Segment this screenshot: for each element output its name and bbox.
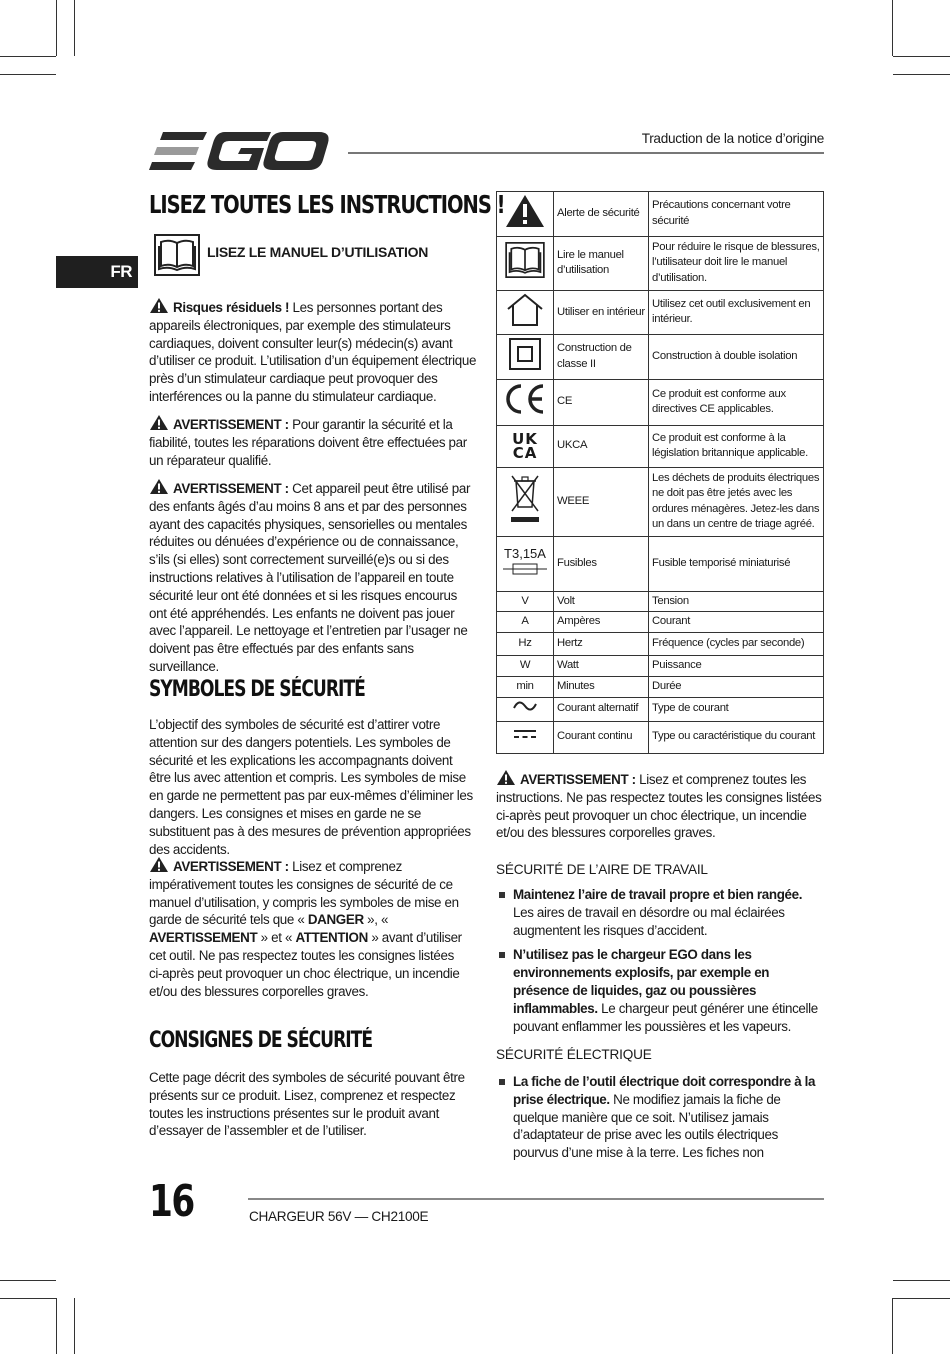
- warning-triangle-icon: [496, 769, 516, 786]
- work-area-list: [496, 886, 824, 1042]
- table-row: [497, 655, 824, 676]
- list-item: [496, 886, 824, 939]
- table-row: [497, 290, 824, 335]
- table-row: [497, 721, 824, 753]
- warning-triangle-icon: [149, 297, 169, 314]
- symbol-name: UKCA: [554, 425, 649, 467]
- unit-symbol: W: [497, 655, 554, 676]
- electrical-safety-heading: SÉCURITÉ ÉLECTRIQUE: [496, 1047, 652, 1062]
- warning-text-c: » et «: [260, 930, 293, 946]
- unit-symbol: Hz: [497, 632, 554, 655]
- crop-mark: [893, 1298, 950, 1299]
- warning-children-paragraph: [149, 478, 477, 676]
- danger-keyword: DANGER: [307, 912, 364, 928]
- crop-mark: [56, 1298, 57, 1354]
- symbol-description: Courant: [649, 612, 824, 633]
- warning-right-paragraph: [496, 769, 826, 842]
- crop-mark: [0, 1298, 56, 1299]
- crop-mark: [0, 56, 56, 57]
- fuse-rating: T3,15A: [504, 546, 546, 561]
- symbol-description: Type ou caractéristique du courant: [649, 721, 824, 753]
- work-area-heading: SÉCURITÉ DE L’AIRE DE TRAVAIL: [496, 862, 708, 877]
- crop-mark: [0, 1280, 56, 1281]
- table-row: [497, 379, 824, 425]
- crop-mark: [893, 1280, 950, 1281]
- read-manual-icon: [497, 236, 554, 290]
- symbol-description: Les déchets de produits électriques ne doit pas être jetés avec les ordures ménagères. Jetez-les dans un dans un centre de triage agréé.: [649, 467, 824, 536]
- unit-symbol: min: [497, 676, 554, 697]
- crop-mark: [56, 0, 57, 56]
- warning-triangle-icon: [497, 192, 554, 237]
- symbol-description: Durée: [649, 676, 824, 697]
- symbol-description: Fréquence (cycles par seconde): [649, 632, 824, 655]
- table-row: [497, 335, 824, 380]
- table-row: [497, 612, 824, 633]
- symbol-name: Utiliser en intérieur: [554, 290, 649, 335]
- safety-symbols-table: [496, 191, 824, 754]
- attention-keyword: ATTENTION: [295, 930, 368, 946]
- symbol-description: Tension: [649, 591, 824, 612]
- residual-risk-paragraph: [149, 297, 477, 406]
- warning-label: AVERTISSEMENT :: [173, 859, 289, 874]
- bullet-text: Le chargeur peut générer une étincelle pouvant enflammer les poussières et les vapeurs.: [513, 1000, 818, 1034]
- ukca-mark-icon: UK CA: [497, 425, 554, 467]
- crop-mark: [893, 56, 950, 57]
- table-row: [497, 697, 824, 721]
- crop-mark: [74, 0, 75, 56]
- avertissement-keyword: AVERTISSEMENT: [149, 930, 258, 946]
- bullet-bold: N’utilisez pas le chargeur EGO dans les environnements explosifs, par exemple en présence de liquides, gaz ou poussières inflammables.: [513, 947, 770, 1016]
- translation-note: Traduction de la notice d’origine: [641, 131, 824, 146]
- symbol-name: Construction de classe II: [554, 335, 649, 380]
- symbol-description: Ce produit est conforme aux directives CE applicables.: [649, 379, 824, 425]
- symbol-name: Fusibles: [554, 536, 649, 591]
- warning-repairs-text: Pour garantir la sécurité et la fiabilité, toutes les réparations doivent être effectuées par un réparateur qualifié.: [149, 417, 467, 468]
- warning-text-a: Lisez et comprenez impérativement toutes les consignes de sécurité de ce manuel d’utilisation, y compris les symboles de mise en garde de sécurité tels que «: [149, 859, 459, 928]
- table-row: [497, 632, 824, 655]
- warning-read-all-paragraph: [149, 856, 467, 1000]
- fuse-icon: [497, 536, 554, 591]
- table-row: [497, 536, 824, 591]
- unit-symbol: A: [497, 612, 554, 633]
- symbol-description: Précautions concernant votre sécurité: [649, 192, 824, 237]
- warning-triangle-icon: [149, 414, 169, 431]
- symbol-description: Puissance: [649, 655, 824, 676]
- symbol-name: Courant continu: [554, 721, 649, 753]
- table-row: [497, 676, 824, 697]
- symbol-name: CE: [554, 379, 649, 425]
- symbol-name: Watt: [554, 655, 649, 676]
- warning-text-b: », «: [367, 912, 389, 928]
- heading-safety-symbols: SYMBOLES DE SÉCURITÉ: [149, 677, 365, 702]
- bullet-bold: Maintenez l’aire de travail propre et bien rangée.: [513, 887, 803, 902]
- class-ii-icon: [497, 335, 554, 380]
- ce-mark-icon: [497, 379, 554, 425]
- warning-triangle-icon: [149, 856, 169, 873]
- heading-safety-instructions: CONSIGNES DE SÉCURITÉ: [149, 1028, 373, 1053]
- ego-logo: [149, 130, 331, 172]
- product-name: CHARGEUR 56V — CH2100E: [249, 1209, 429, 1224]
- crop-mark: [74, 1298, 75, 1354]
- read-manual-label: LISEZ LE MANUEL D’UTILISATION: [207, 244, 429, 260]
- page-number: 16: [149, 1176, 194, 1227]
- consignes-intro-text: Cette page décrit des symboles de sécurité pouvant être présents sur ce produit. Lisez, comprenez et respectez toutes les instructions présentes sur le produit avant d’essayer de l’assembler et de l’utiliser.: [149, 1070, 465, 1139]
- table-row: [497, 591, 824, 612]
- symbol-name: Ampères: [554, 612, 649, 633]
- warning-triangle-icon: [149, 478, 169, 495]
- heading-read-instructions: LISEZ TOUTES LES INSTRUCTIONS !: [149, 190, 505, 219]
- symbol-name: Volt: [554, 591, 649, 612]
- symbol-name: Alerte de sécurité: [554, 192, 649, 237]
- unit-symbol: V: [497, 591, 554, 612]
- direct-current-icon: [497, 721, 554, 753]
- warning-children-text: Cet appareil peut être utilisé par des enfants âgés d’au moins 8 ans et par des personnes ayant des capacités physiques, sensorielles ou mentales réduites ou dénuées d’expérience ou de connaissance, s’ils (si elles) sont correctement surveillé(e)s ou si des instructions relatives à l’utilisation de l’appareil en toute sécurité leur ont été données et si les risques encourus ont été appréhendés. Les enfants ne doivent pas jouer avec l’appareil. Le nettoyage et l’entretien par l’usager ne doivent pas être effectués par des enfants sans surveillance.: [149, 481, 471, 674]
- list-item: [496, 1073, 824, 1162]
- warning-label: AVERTISSEMENT :: [173, 481, 289, 496]
- electrical-safety-list: [496, 1073, 824, 1169]
- crop-mark: [893, 74, 950, 75]
- weee-bin-icon: [497, 467, 554, 536]
- warning-right-text: Lisez et comprenez toutes les instructions. Ne pas respectez toutes les consignes listées ci-après peut provoquer un choc électrique, un incendie et/ou des blessures corporelles graves.: [496, 772, 822, 841]
- indoor-house-icon: [497, 290, 554, 335]
- warning-repairs-paragraph: [149, 414, 477, 469]
- bullet-bold: La fiche de l’outil électrique doit correspondre à la prise électrique.: [513, 1074, 816, 1107]
- symbol-name: Courant alternatif: [554, 697, 649, 721]
- language-tab-label: FR: [110, 262, 132, 281]
- read-manual-icon: [154, 234, 200, 276]
- table-row: [497, 467, 824, 536]
- symbol-name: Minutes: [554, 676, 649, 697]
- crop-mark: [892, 0, 893, 56]
- residual-risk-label: Risques résiduels !: [173, 300, 290, 315]
- header-rule: [348, 152, 824, 154]
- warning-label: AVERTISSEMENT :: [173, 417, 289, 432]
- table-row: [497, 425, 824, 467]
- warning-label: AVERTISSEMENT :: [520, 772, 636, 787]
- alternating-current-icon: [497, 697, 554, 721]
- symbol-name: Lire le manuel d’utilisation: [554, 236, 649, 290]
- symbol-description: Utilisez cet outil exclusivement en intérieur.: [649, 290, 824, 335]
- crop-mark: [0, 74, 56, 75]
- symbol-description: Type de courant: [649, 697, 824, 721]
- bullet-text: Ne modifiez jamais la fiche de quelque manière que ce soit. N’utilisez jamais d’adaptateur de prise avec les outils électriques pourvus d’une mise à la terre. Les fiches non: [513, 1091, 781, 1161]
- warning-text-d: » avant d’utiliser cet outil. Ne pas respectez toutes les consignes listées ci-après peut provoquer un choc électrique, un incendie et/ou des blessures corporelles graves.: [149, 930, 462, 999]
- table-row: [497, 192, 824, 237]
- list-item: [496, 946, 824, 1035]
- symbol-description: Fusible temporisé miniaturisé: [649, 536, 824, 591]
- symbol-description: Construction à double isolation: [649, 335, 824, 380]
- language-tab: [56, 256, 138, 288]
- table-row: [497, 236, 824, 290]
- crop-mark: [892, 1298, 893, 1354]
- symbol-name: WEEE: [554, 467, 649, 536]
- bullet-text: Les aires de travail en désordre ou mal éclairées augmentent les risques d’accident.: [513, 904, 785, 938]
- symbol-description: Pour réduire le risque de blessures, l’utilisateur doit lire le manuel d’utilisation.: [649, 236, 824, 290]
- residual-risk-text: Les personnes portant des appareils électroniques, par exemple des stimulateurs cardiaques, doivent consulter leur(s) médecin(s) avant d’utiliser ce produit. L’utilisation d’un équipement électrique près d’un stimulateur cardiaque peut provoquer des interférences ou la panne du stimulateur cardiaque.: [149, 300, 477, 404]
- footer-rule: [248, 1198, 824, 1200]
- symbol-name: Hertz: [554, 632, 649, 655]
- symbols-intro-text: L’objectif des symboles de sécurité est d’attirer votre attention sur des dangers potentiels. Les symboles de sécurité et les explications les accompagnants doivent être lus avec attention et compris. Les symboles de mise en garde ne permettent pas par eux-mêmes d’éliminer les dangers. Les consignes et mises en garde ne se substituent pas à des mesures de prévention appropriées des accidents.: [149, 717, 473, 857]
- symbol-description: Ce produit est conforme à la législation britannique applicable.: [649, 425, 824, 467]
